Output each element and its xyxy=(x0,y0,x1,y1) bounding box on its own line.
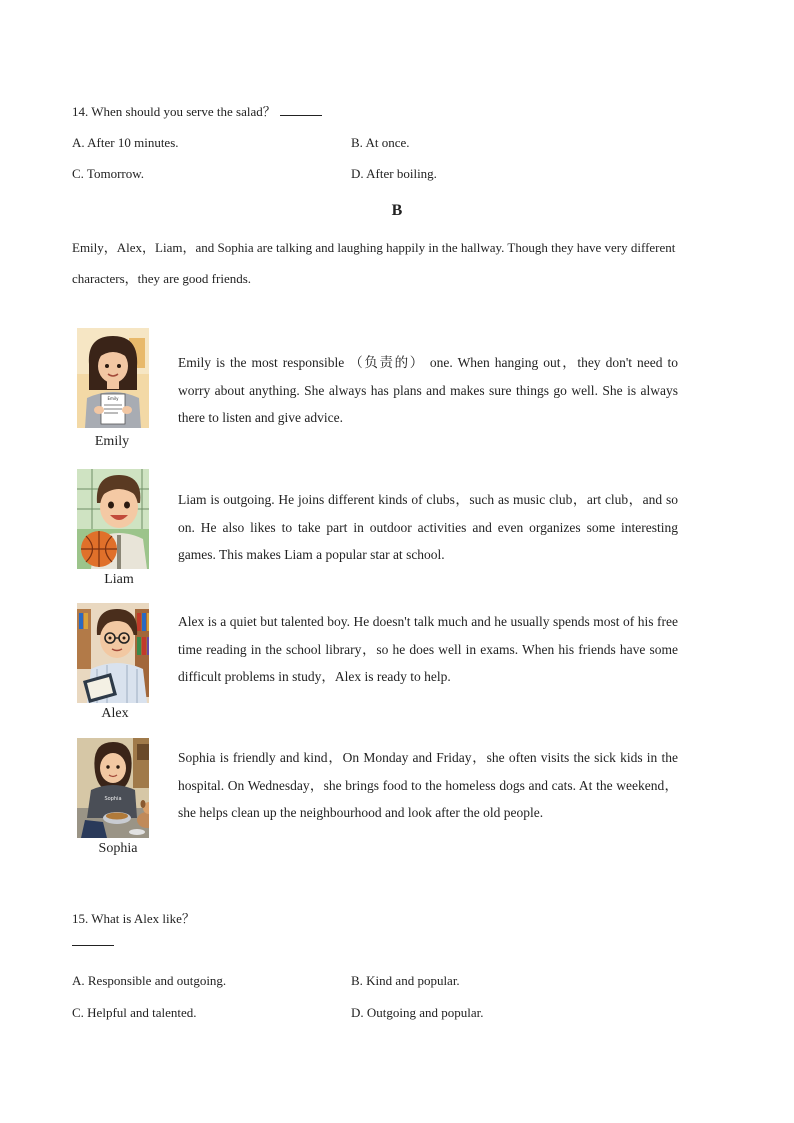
q15-option-b[interactable]: B. Kind and popular. xyxy=(351,973,460,988)
emily-portrait xyxy=(77,328,149,428)
answer-blank-14[interactable] xyxy=(280,104,322,116)
liam-name: Liam xyxy=(104,572,134,587)
section-title: B xyxy=(391,202,403,219)
alex-paragraph: Alex is a quiet but talented boy. He doesn't talk much and he usually spends most of his free time reading in the school library，so he does well in exams. When his friends have some difficult problems in study，Alex is ready to help. xyxy=(178,614,678,684)
question-14 xyxy=(72,104,322,120)
q14-option-a[interactable]: A. After 10 minutes. xyxy=(72,135,179,150)
sophia-paragraph: Sophia is friendly and kind，On Monday and Friday，she often visits the sick kids in the hospital. On Wednesday，she brings food to the homeless dogs and cats. At the weekend，she helps clean up the neighbourhood and look after the old people. xyxy=(178,750,678,820)
alex-name: Alex xyxy=(101,706,129,721)
q14-option-d[interactable]: D. After boiling. xyxy=(351,166,437,181)
q14-option-b[interactable]: B. At once. xyxy=(351,135,410,150)
sophia-shirt-label: Sophia xyxy=(104,796,122,802)
q15-option-a[interactable]: A. Responsible and outgoing. xyxy=(72,973,227,988)
emily-shirt-label: Emily xyxy=(107,396,119,401)
answer-blank-15[interactable] xyxy=(72,945,114,946)
emily-paragraph: Emily is the most responsible （负责的） one. When hanging out，they don't need to worry about anything. She always has plans and makes sure things go well. She is always there to listen and give advice. xyxy=(178,355,678,425)
section-intro: Emily，Alex，Liam，and Sophia are talking and laughing happily in the hallway. Though they have very different characters，they are good friends. xyxy=(72,240,676,286)
sophia-name: Sophia xyxy=(98,841,138,856)
sophia-portrait xyxy=(77,738,149,838)
q14-option-c[interactable]: C. Tomorrow. xyxy=(72,166,145,181)
alex-portrait xyxy=(77,603,149,703)
emily-name: Emily xyxy=(94,434,130,449)
q15-option-d[interactable]: D. Outgoing and popular. xyxy=(351,1005,484,1020)
liam-portrait xyxy=(77,469,149,569)
question-14-text: 14. When should you serve the salad？ xyxy=(72,104,276,119)
question-15-text: 15. What is Alex like？ xyxy=(72,911,195,926)
liam-paragraph: Liam is outgoing. He joins different kinds of clubs，such as music club，art club，and so on. He also likes to take part in outdoor activities and even organizes some interesting games. This makes Liam a popular star at school. xyxy=(178,492,678,562)
q15-option-c[interactable]: C. Helpful and talented. xyxy=(72,1005,197,1020)
